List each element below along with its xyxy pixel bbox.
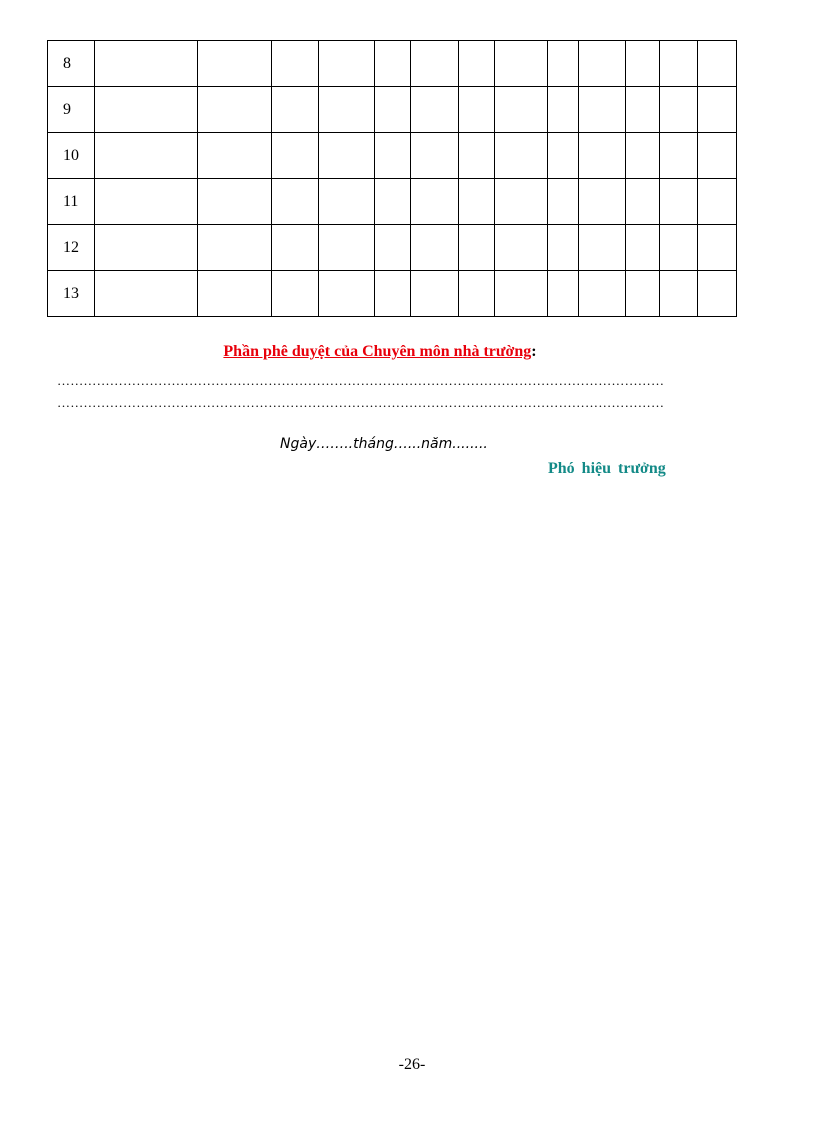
table-cell [411, 133, 459, 179]
table-cell [698, 271, 737, 317]
table-cell [459, 179, 495, 225]
row-number: 12 [48, 225, 95, 271]
table-cell [272, 271, 319, 317]
table-cell [548, 225, 579, 271]
table-cell [626, 179, 660, 225]
table-row [48, 133, 737, 179]
table-cell [698, 87, 737, 133]
table-cell [375, 179, 411, 225]
page-number: -26- [398, 1056, 426, 1073]
table-cell [579, 133, 626, 179]
table-cell [660, 41, 698, 87]
table-cell [698, 225, 737, 271]
table-cell [95, 87, 198, 133]
schedule-table [47, 40, 737, 317]
table-cell [319, 41, 375, 87]
table-cell [626, 133, 660, 179]
table-cell [319, 225, 375, 271]
table-cell [272, 179, 319, 225]
table-cell [579, 87, 626, 133]
table-cell [626, 87, 660, 133]
table-cell [626, 41, 660, 87]
row-number: 8 [48, 41, 95, 87]
table-cell [198, 133, 272, 179]
table-cell [548, 41, 579, 87]
table-cell [272, 87, 319, 133]
table-cell [319, 87, 375, 133]
table-cell [548, 179, 579, 225]
table-cell [495, 179, 548, 225]
table-cell [95, 271, 198, 317]
row-number: 13 [48, 271, 95, 317]
table-cell [579, 41, 626, 87]
approval-colon: : [531, 343, 537, 360]
table-cell [375, 271, 411, 317]
table-cell [459, 87, 495, 133]
date-line: Ngày……..tháng…...năm........ [280, 436, 488, 452]
table-cell [272, 41, 319, 87]
table-cell [272, 133, 319, 179]
table-cell [459, 41, 495, 87]
table-cell [660, 133, 698, 179]
approval-title: Phần phê duyệt của Chuyên môn nhà trường [223, 343, 532, 360]
table-cell [411, 41, 459, 87]
table-cell [660, 87, 698, 133]
table-cell [411, 225, 459, 271]
table-cell [548, 271, 579, 317]
table-cell [660, 179, 698, 225]
row-number: 9 [48, 87, 95, 133]
table-body [48, 41, 737, 317]
table-cell [495, 87, 548, 133]
table-cell [495, 41, 548, 87]
table-cell [198, 179, 272, 225]
table-cell [579, 179, 626, 225]
table-cell [495, 225, 548, 271]
table-cell [272, 225, 319, 271]
table-cell [495, 271, 548, 317]
table-cell [459, 133, 495, 179]
dotted-line-2: ………………………………………………………………………………………………………………………… [57, 396, 665, 410]
table-cell [375, 87, 411, 133]
table-cell [95, 179, 198, 225]
table-cell [579, 225, 626, 271]
table-cell [698, 179, 737, 225]
table-cell [698, 133, 737, 179]
table-cell [698, 41, 737, 87]
dotted-line-1: ………………………………………………………………………………………………………………………… [57, 374, 665, 388]
table-row [48, 179, 737, 225]
table-cell [495, 133, 548, 179]
table-cell [626, 225, 660, 271]
table-cell [411, 87, 459, 133]
table-cell [660, 225, 698, 271]
table-row [48, 87, 737, 133]
table-row [48, 41, 737, 87]
table-cell [411, 179, 459, 225]
table-cell [95, 41, 198, 87]
table-row [48, 271, 737, 317]
table-cell [660, 271, 698, 317]
table-cell [548, 87, 579, 133]
table-cell [198, 225, 272, 271]
table-cell [459, 271, 495, 317]
approval-heading [0, 343, 760, 361]
table-cell [459, 225, 495, 271]
table-cell [375, 41, 411, 87]
table-cell [548, 133, 579, 179]
table-cell [95, 133, 198, 179]
row-number: 10 [48, 133, 95, 179]
table-cell [375, 133, 411, 179]
table-cell [626, 271, 660, 317]
table-cell [198, 41, 272, 87]
row-number: 11 [48, 179, 95, 225]
table-cell [579, 271, 626, 317]
table-row [48, 225, 737, 271]
table-cell [319, 179, 375, 225]
table-cell [95, 225, 198, 271]
table-cell [411, 271, 459, 317]
table-cell [319, 133, 375, 179]
table-cell [198, 87, 272, 133]
table-cell [375, 225, 411, 271]
signer-title: Phó hiệu trưởng [548, 460, 666, 477]
table-cell [319, 271, 375, 317]
table-cell [198, 271, 272, 317]
